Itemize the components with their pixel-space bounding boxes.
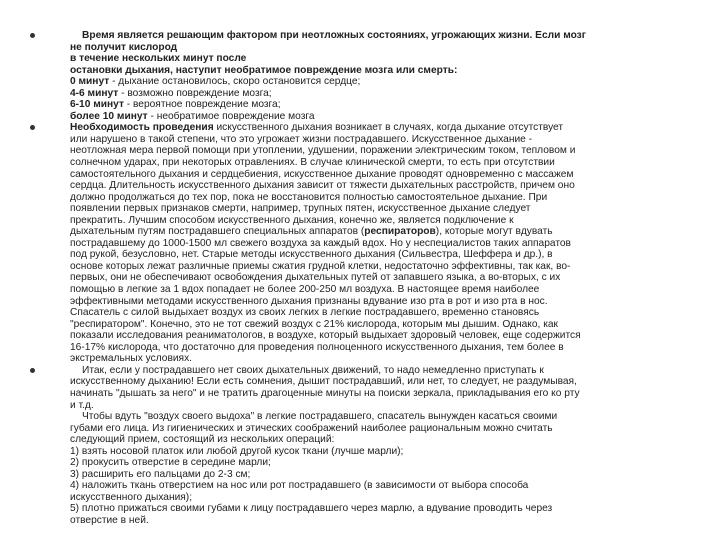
numbered-step: 2) прокусить отверстие в середине марли; (70, 457, 271, 469)
bullet-dot (30, 125, 35, 130)
numbered-step: отверстие в ней. (70, 514, 149, 526)
timeline-entry: 0 минут - дыхание остановилось, скоро остановится сердце; (70, 76, 361, 88)
bold-line: не получит кислород (70, 41, 178, 53)
numbered-step: искусственного дыхания); (70, 491, 193, 503)
text-line: появлении первых признаков смерти, например, трупных пятен, искусственное дыхание следует (70, 203, 531, 215)
text-line: или нарушено в такой степени, что это угрожает жизни пострадавшего. Искусственное дыхание - (70, 133, 533, 145)
bold-line: в течение нескольких минут после (70, 53, 247, 65)
text-line: искусственному дыханию! Если есть сомнения, дышит пострадавший, или нет, то следует, не раздумывая, (70, 376, 577, 388)
text-line: эффективными методами искусственного дыхания признаны вдувание изо рта в рот и изо рта в нос. (70, 295, 548, 307)
paragraph-first-line: Необходимость проведения искусственного дыхания возникает в случаях, когда дыхание отсутствует (70, 122, 564, 134)
numbered-step: 4) наложить ткань отверстием на нос или рот пострадавшего (в зависимости от выбора способа (70, 480, 529, 492)
text-line: "респиратором". Конечно, это не тот свежий воздух с 21% кислорода, которым мы дышим. Однако, как (70, 318, 558, 330)
text-line: пострадавшему до 1000-1500 мл свежего воздуха за каждый вдох. Но у неспециалистов таких аппаратов (70, 237, 571, 249)
text-line: помощью в легкие за 1 вдох попадает не более 200-250 мл воздуха. В настоящее время наиболее (70, 284, 540, 296)
text-line: основе которых лежат различные приемы сжатия грудной клетки, недостаточно эффективны, так как, во- (70, 260, 571, 272)
bold-line: остановки дыхания, наступит необратимое повреждение мозга или смерть: (70, 64, 458, 76)
text-line: начинать "дышать за него" и не тратить драгоценные минуты на поиски зеркала, прикладывания его ко рту (70, 387, 580, 399)
text-line: под рукой, безусловно, нет. Старые методы искусственного дыхания (Сильвестра, Шеффера и др.), в (70, 249, 553, 261)
paragraph-lead: Время является решающим фактором при неотложных состояниях, угрожающих жизни. Если мозг (82, 30, 586, 41)
text-line: показали исследования реаниматологов, в воздухе, который выдыхает здоровый человек, еще содержится (70, 330, 581, 342)
bullet-list (24, 30, 692, 527)
list-item-procedure (24, 365, 692, 527)
text-line: 16-17% кислорода, что достаточно для проведения полноценного искусственного дыхания, тем более в (70, 341, 564, 353)
text-line: следующий прием, состоящий из нескольких операций: (70, 434, 335, 446)
text-line: сердца. Длительность искусственного дыхания зависит от тяжести дыхательных расстройств, причем оно (70, 180, 575, 192)
timeline-entry: более 10 минут - необратимое повреждение мозга (70, 110, 315, 122)
timeline-entry: 4-6 минут - возможно повреждение мозга; (70, 87, 272, 99)
text-line: Спасатель с силой выдыхает воздух из своих легких в легкие пострадавшего, временно становясь (70, 307, 540, 319)
numbered-step: 3) расширить его пальцами до 2-3 см; (70, 468, 251, 480)
text-line: Чтобы вдуть "воздух своего выдоха" в легкие пострадавшего, спасатель вынужден касаться своими (82, 411, 558, 423)
text-line: первых, они не обеспечивают освобождения дыхательных путей от запавшего языка, а во-вторых, с их (70, 272, 561, 284)
numbered-step: 5) плотно прижаться своими губами к лицу пострадавшего через марлю, а вдувание проводить через (70, 503, 553, 515)
text-line: самостоятельного дыхания и сердцебиения, искусственное дыхание проводят одновременно с массажем (70, 168, 574, 180)
text-line: экстремальных условиях. (70, 353, 192, 365)
bullet-dot (30, 368, 35, 373)
text-line: солнечном ударах, при некоторых отравлениях. В случае клинической смерти, то есть при отсутствии (70, 157, 555, 169)
numbered-step: 1) взять носовой платок или любой другой кусок ткани (лучше марли); (70, 445, 404, 457)
text-line: неотложная мера первой помощи при утоплении, удушении, поражении электрическим током, тепловом и (70, 145, 576, 157)
text-line: должно продолжаться до тех пор, пока не восстановится полностью самостоятельное дыхание. При (70, 191, 548, 203)
text-line: дыхательным путям пострадавшего специальных аппаратов (респираторов), которые могут вдувать (70, 226, 553, 238)
list-item-time-critical (24, 30, 692, 122)
text-line: и т.д. (70, 399, 94, 411)
text-line: Итак, если у пострадавшего нет своих дыхательных движений, то надо немедленно приступать к (82, 364, 544, 376)
text-line: прекратить. Лучшим способом искусственного дыхания, конечно же, является подключение к (70, 214, 514, 226)
bullet-dot (30, 33, 35, 38)
list-item-artificial-respiration (24, 122, 692, 364)
text-line: губами его лица. Из гигиенических и этических соображений наиболее рациональным можно считать (70, 422, 553, 434)
timeline-entry: 6-10 минут - вероятное повреждение мозга; (70, 99, 281, 111)
